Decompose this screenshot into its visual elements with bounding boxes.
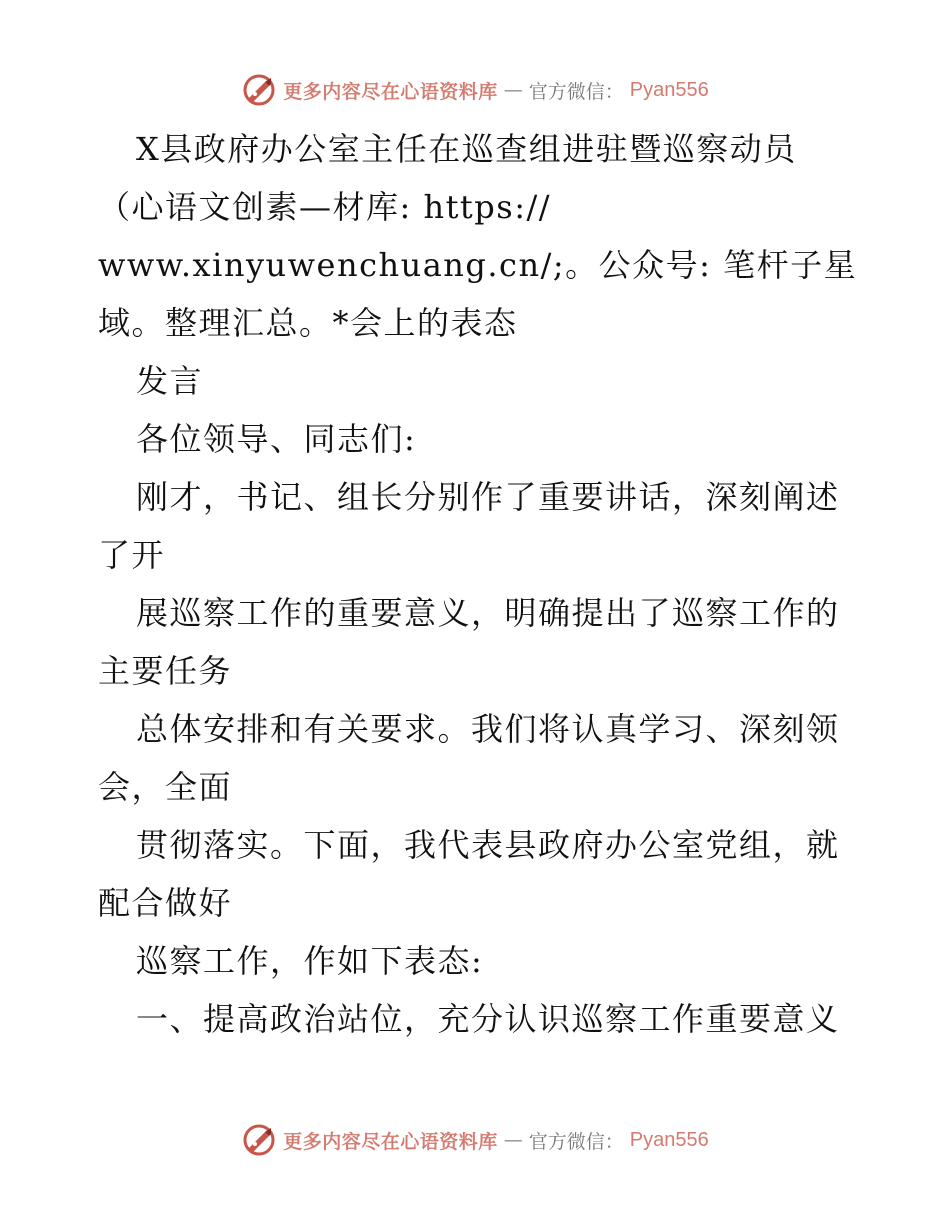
text-line: 会，全面 (98, 768, 233, 806)
text-line: （心语文创素—材库: https:// (98, 188, 552, 226)
header-wechat-id: Pyan556 (629, 78, 709, 101)
header-brand-text: 更多内容尽在心语资料库 (283, 80, 498, 103)
pen-nib-logo-icon (241, 1122, 277, 1158)
footer-banner (0, 1120, 950, 1160)
text-line: 发言 (136, 362, 204, 400)
text-line: www.xinyuwenchuang.cn/;。公众号: 笔杆子星 (98, 246, 858, 284)
text-line: 刚才，书记、组长分别作了重要讲话，深刻阐述 (136, 478, 840, 516)
text-line: 各位领导、同志们: (136, 420, 417, 458)
text-line: 总体安排和有关要求。我们将认真学习、深刻领 (136, 710, 840, 748)
text-line: 巡察工作，作如下表态: (136, 942, 484, 980)
text-line: 了开 (98, 536, 166, 574)
footer-brand-text: 更多内容尽在心语资料库 (283, 1130, 498, 1153)
text-line: 配合做好 (98, 884, 233, 922)
text-line: 展巡察工作的重要意义，明确提出了巡察工作的 (136, 594, 840, 632)
text-line: 一、提高政治站位，充分认识巡察工作重要意义 (136, 1000, 840, 1038)
footer-wechat-label: 官方微信： (528, 1130, 624, 1153)
text-line: 贯彻落实。下面，我代表县政府办公室党组，就 (136, 826, 840, 864)
footer-separator: — (503, 1129, 523, 1151)
text-line: X县政府办公室主任在巡查组进驻暨巡察动员 (136, 130, 797, 168)
pen-nib-logo-icon (241, 72, 277, 108)
document-body (98, 120, 858, 1048)
text-line: 主要任务 (98, 652, 233, 690)
text-line: 域。整理汇总。*会上的表态 (98, 304, 518, 342)
footer-wechat-id: Pyan556 (629, 1128, 709, 1151)
header-banner (0, 70, 950, 110)
header-wechat-label: 官方微信： (528, 80, 624, 103)
header-separator: — (503, 79, 523, 101)
